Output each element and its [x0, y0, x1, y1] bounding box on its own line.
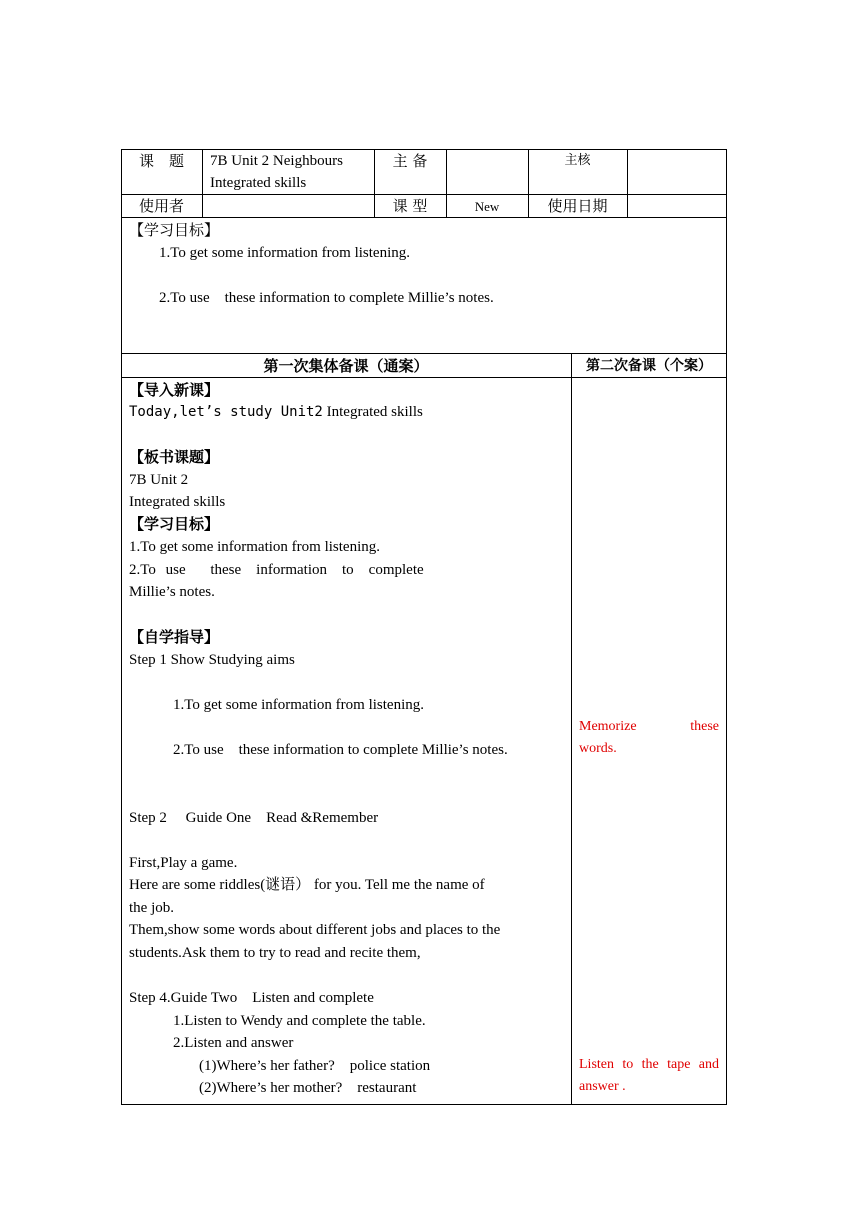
topic-line1: 7B Unit 2 Neighbours — [210, 153, 343, 169]
topic-label: 课 题 — [138, 152, 184, 170]
topic-value — [210, 150, 374, 194]
then-line-1: Them,show some words about different jobs and places to the — [129, 922, 501, 938]
type-label: 课 型 — [392, 197, 428, 215]
board-line-2: Integrated skills — [129, 494, 226, 510]
riddles-line-2: the job. — [129, 900, 174, 916]
memorize-word-1: Memorize — [579, 719, 637, 734]
board-line-1: 7B Unit 2 — [129, 472, 189, 488]
step-1: Step 1 Show Studying aims — [129, 652, 295, 668]
step-4: Step 4.Guide Two Listen and complete — [129, 990, 374, 1006]
left-column-heading: 第一次集体备课（通案） — [263, 357, 429, 375]
question-1: (1)Where’s her father? police station — [199, 1058, 431, 1074]
listen-line-1: Listen to the tape and — [579, 1057, 719, 1072]
memorize-line-2: words. — [579, 741, 617, 756]
intro-heading: 【导入新课】 — [129, 381, 220, 399]
col-divider — [627, 149, 628, 217]
type-value: New — [474, 199, 500, 214]
question-2: (2)Where’s her mother? restaurant — [199, 1080, 417, 1096]
listen-note — [579, 1054, 719, 1098]
riddles-line-1: Here are some riddles(谜语） for you. Tell me the name of — [129, 877, 485, 893]
memorize-note — [579, 716, 719, 760]
intro-text-rest: Integrated skills — [326, 404, 423, 420]
intro-text — [129, 401, 423, 423]
main-prep-label: 主 备 — [392, 152, 428, 170]
step-1-item-1: 1.To get some information from listening. — [173, 697, 424, 713]
step-4-item-1: 1.Listen to Wendy and complete the table. — [173, 1013, 426, 1029]
first-play: First,Play a game. — [129, 855, 238, 871]
row-divider — [121, 217, 727, 218]
step-2: Step 2 Guide One Read &Remember — [129, 810, 379, 826]
goals-line-3: Millie’s notes. — [129, 584, 215, 600]
col-divider — [571, 353, 572, 1105]
objectives-heading: 【学习目标】 — [129, 221, 220, 239]
col-divider — [202, 149, 203, 217]
row-divider — [121, 353, 727, 354]
goals-line-1: 1.To get some information from listening. — [129, 539, 380, 555]
board-heading: 【板书课题】 — [129, 448, 220, 466]
objective-item-2: 2.To use these information to complete Millie’s notes. — [159, 290, 494, 306]
goals-heading: 【学习目标】 — [129, 515, 220, 533]
topic-line2: Integrated skills — [210, 175, 307, 191]
objective-item-1: 1.To get some information from listening. — [159, 245, 410, 261]
right-column-heading: 第二次备课（个案） — [586, 358, 712, 374]
intro-text-mono: Today,let’s study Unit2 — [129, 404, 323, 420]
reviewer-label: 主核 — [564, 153, 591, 168]
guide-heading: 【自学指导】 — [129, 628, 220, 646]
step-4-item-2: 2.Listen and answer — [173, 1035, 294, 1051]
step-1-item-2: 2.To use these information to complete Millie’s notes. — [173, 742, 508, 758]
listen-line-2: answer . — [579, 1079, 626, 1094]
then-line-2: students.Ask them to try to read and recite them, — [129, 945, 421, 961]
user-label: 使用者 — [138, 197, 184, 215]
row-divider — [121, 377, 727, 378]
goals-line-2: 2.To use these information to complete — [129, 562, 424, 578]
memorize-word-2: these — [690, 719, 719, 734]
date-label: 使用日期 — [547, 197, 608, 215]
